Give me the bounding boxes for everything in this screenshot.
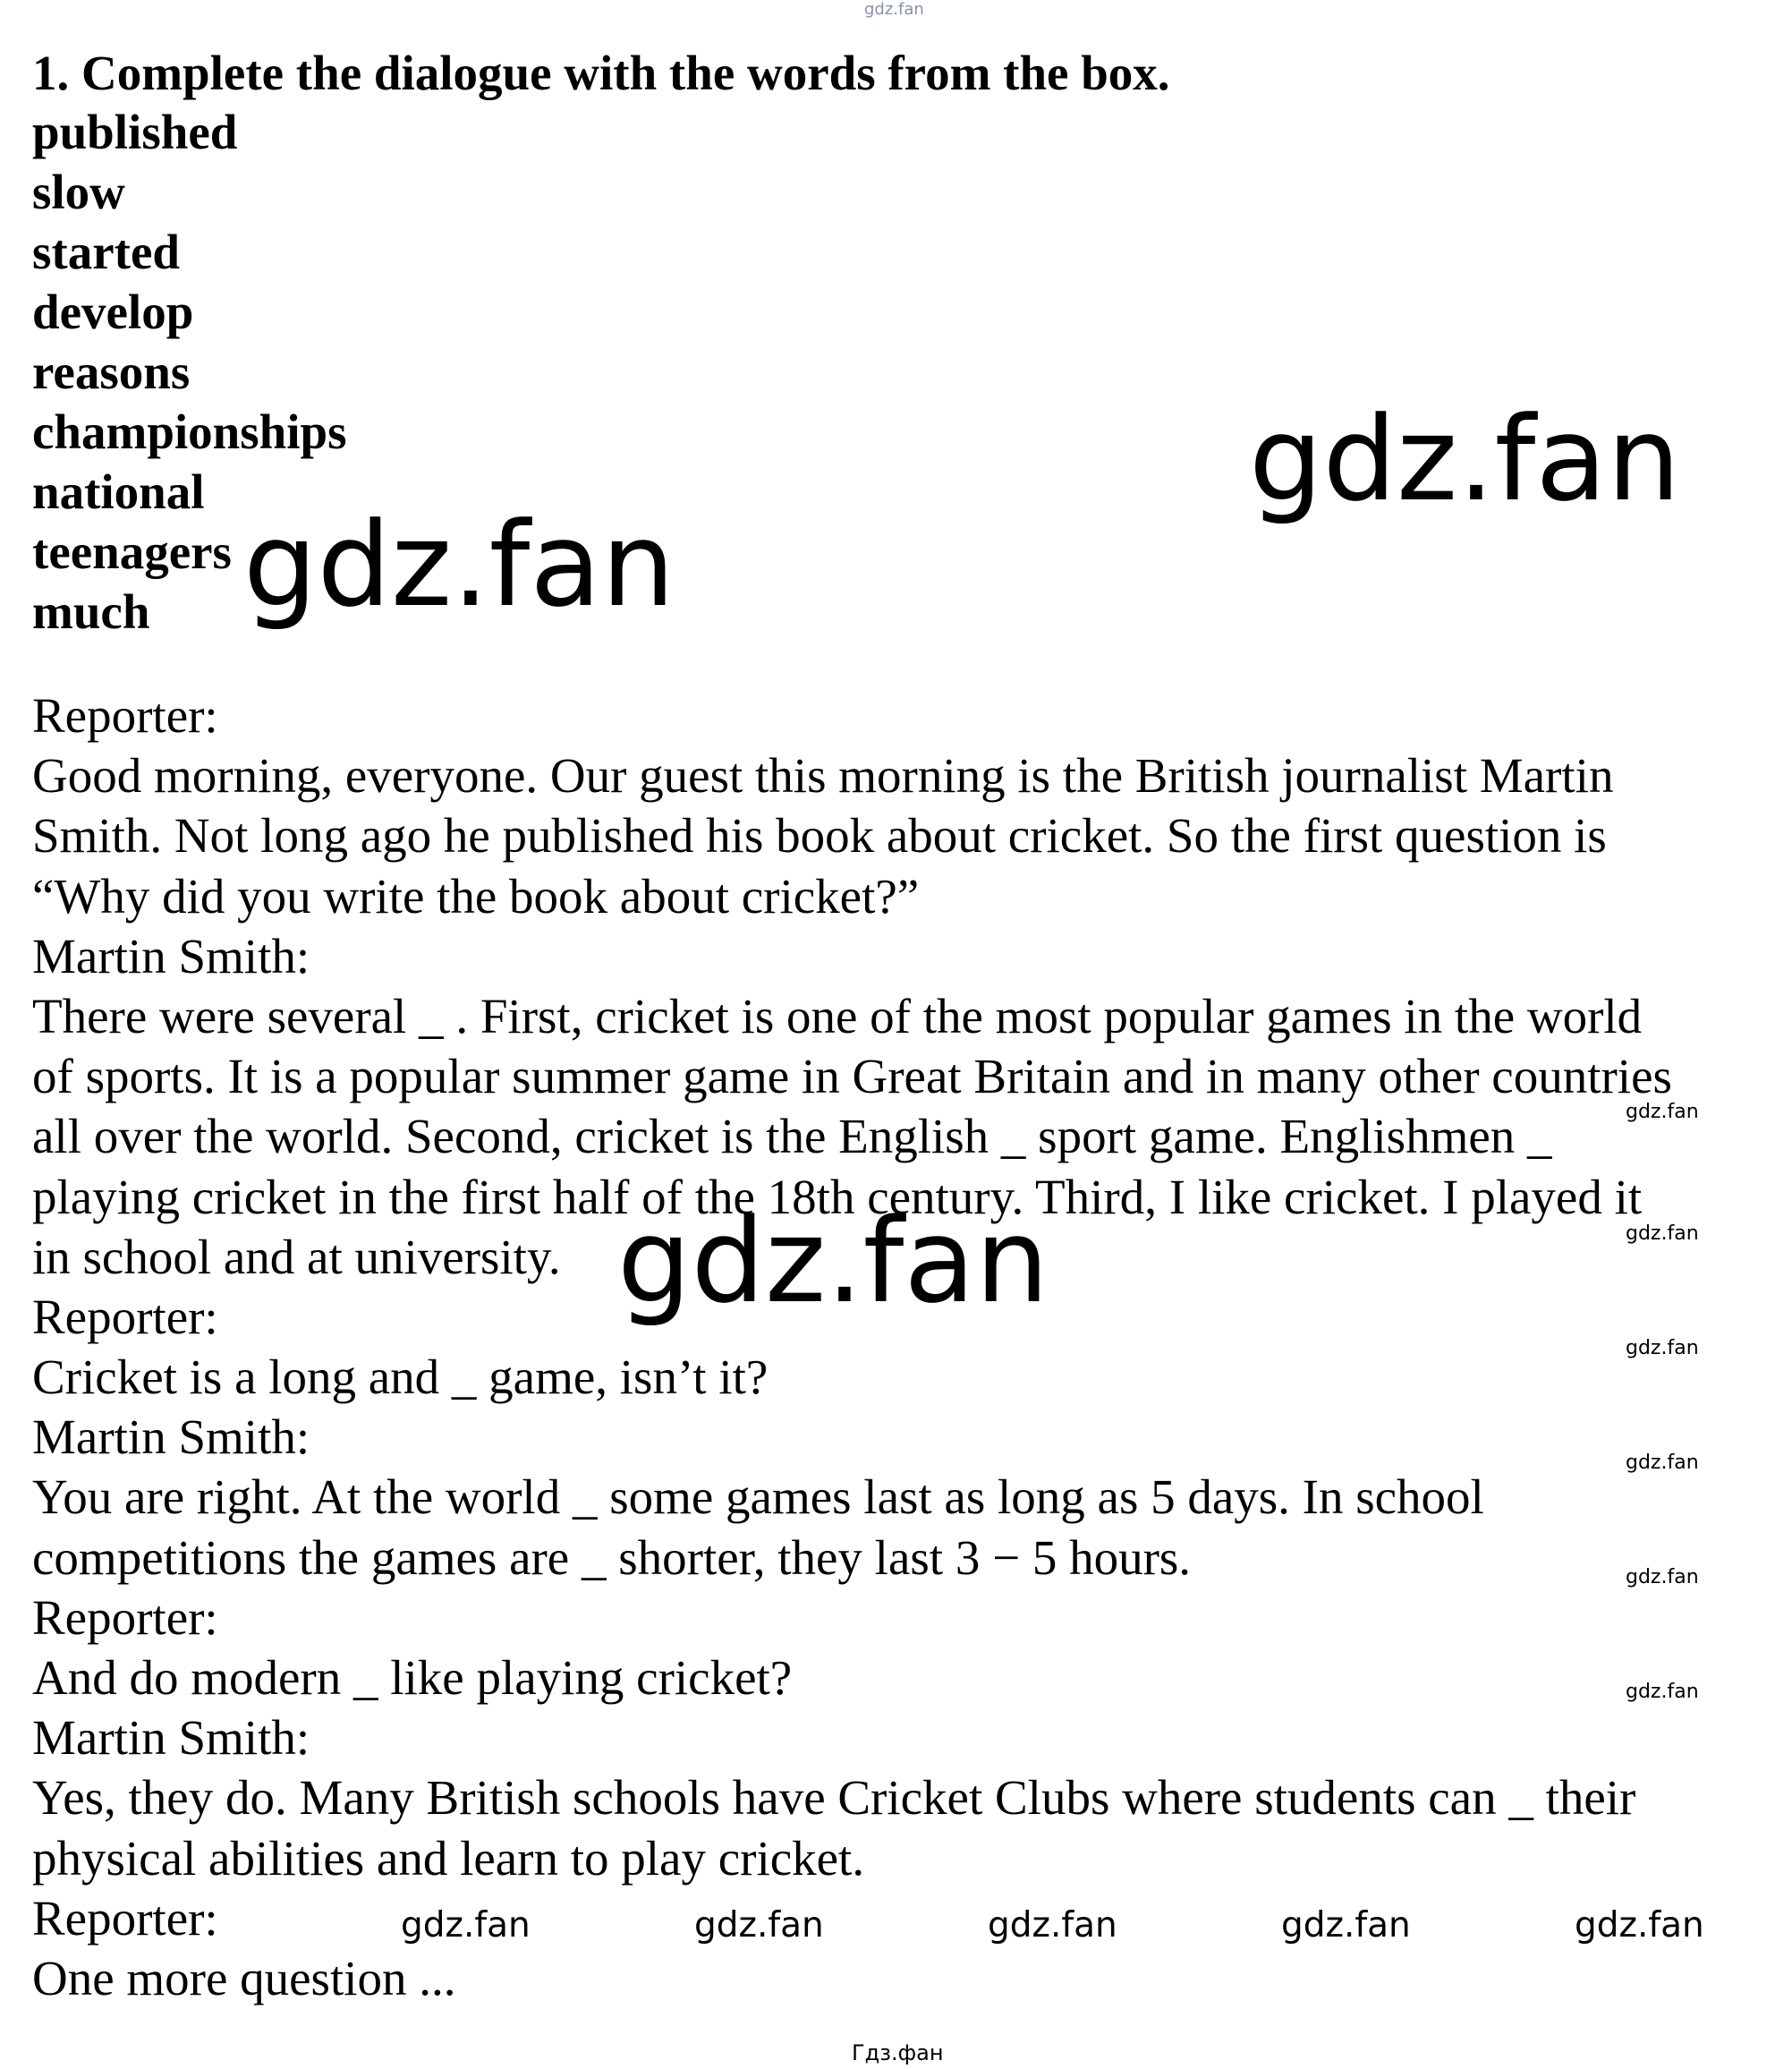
side-watermark: gdz.fan [1626,1101,1699,1123]
dialogue-speaker: Martin Smith: [32,928,310,983]
dialogue-speaker: Reporter: [32,688,218,743]
dialogue-line: in school and at university. [32,1229,561,1284]
dialogue-speaker: Martin Smith: [32,1409,310,1465]
large-watermark: gdz.fan [243,497,675,633]
dialogue-line: of sports. It is a popular summer game in Great Britain and in many other countries [32,1049,1672,1104]
large-watermark: gdz.fan [617,1193,1049,1329]
side-watermark: gdz.fan [1626,1681,1699,1703]
dialogue-line: competitions the games are _ shorter, they last 3 − 5 hours. [32,1529,1192,1585]
word-box-item: much [32,584,150,639]
dialogue-speaker: Reporter: [32,1890,218,1946]
dialogue-speaker: Reporter: [32,1589,218,1645]
word-box-item: published [32,105,238,159]
side-watermark: gdz.fan [1626,1222,1699,1245]
dialogue-line: You are right. At the world _ some games last as long as 5 days. In school [32,1469,1484,1525]
dialogue-line: Cricket is a long and _ game, isn’t it? [32,1350,769,1405]
word-box-item: reasons [32,345,191,399]
dialogue-line: One more question ... [32,1950,456,2005]
word-box-item: teenagers [32,524,232,579]
row-watermark: gdz.fan [1575,1905,1704,1946]
dialogue-line: physical abilities and learn to play cricket. [32,1830,865,1886]
dialogue-line: “Why did you write the book about cricket?” [32,868,920,924]
dialogue-line: all over the world. Second, cricket is the English _ sport game. Englishmen _ [32,1109,1552,1164]
dialogue-speaker: Reporter: [32,1289,218,1344]
side-watermark: gdz.fan [1626,1337,1699,1359]
row-watermark: gdz.fan [401,1905,531,1946]
dialogue-speaker: Martin Smith: [32,1710,310,1766]
dialogue-line: Yes, they do. Many British schools have Cricket Clubs where students can _ their [32,1770,1636,1826]
top-watermark: gdz.fan [864,0,924,19]
large-watermark: gdz.fan [1249,391,1681,527]
dialogue-line: Good morning, everyone. Our guest this morning is the British journalist Martin [32,748,1614,804]
word-box-item: championships [32,404,347,459]
side-watermark: gdz.fan [1626,1566,1699,1588]
dialogue-line: And do modern _ like playing cricket? [32,1650,793,1705]
word-box-item: started [32,225,180,279]
word-box-item: slow [32,165,125,219]
footer-watermark: Гдз.фан [852,2040,944,2065]
word-box-item: develop [32,285,194,339]
side-watermark: gdz.fan [1626,1452,1699,1474]
row-watermark: gdz.fan [694,1905,824,1946]
dialogue [32,685,1672,2008]
dialogue-line: Smith. Not long ago he published his book about cricket. So the first question is [32,808,1607,864]
exercise-heading: 1. Complete the dialogue with the words from the box. [32,46,1170,100]
dialogue-line: There were several _ . First, cricket is one of the most popular games in the world [32,988,1643,1043]
dialogue-line: playing cricket in the first half of the 18th century. Third, I like cricket. I played it [32,1169,1643,1224]
row-watermark: gdz.fan [1281,1905,1411,1946]
row-watermark: gdz.fan [988,1905,1117,1946]
word-box-item: national [32,464,205,519]
